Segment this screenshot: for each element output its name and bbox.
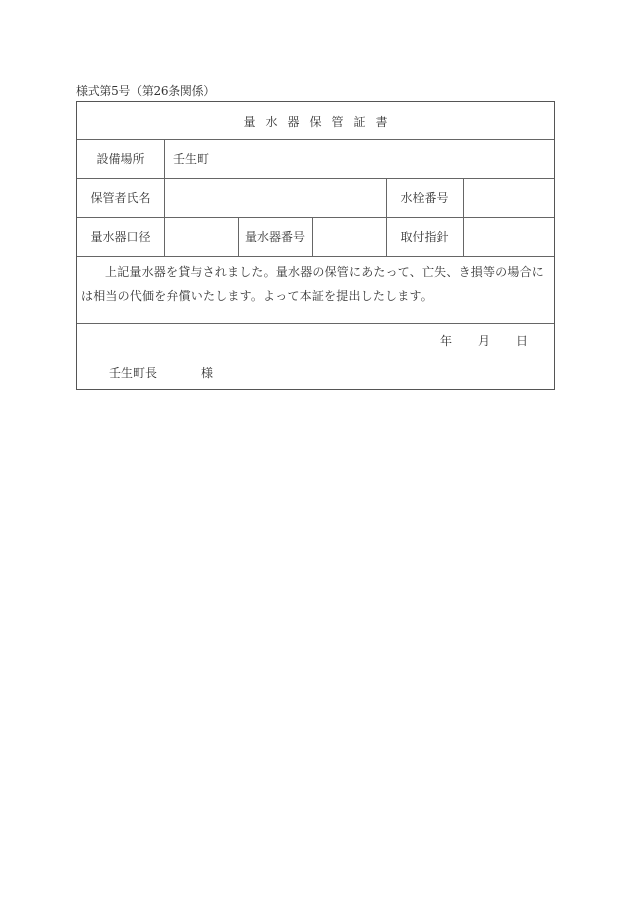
hydrant-number-label: 水栓番号 [400, 191, 449, 205]
meter-diameter-label: 量水器口径 [90, 230, 151, 244]
notice-line-2: は相当の代価を弁償いたします。よって本証を提出したします。 [81, 289, 433, 303]
meter-number-value[interactable] [313, 217, 386, 256]
notice-paragraph [81, 260, 553, 308]
certificate-table [76, 101, 555, 390]
initial-reading-label: 取付指針 [400, 230, 449, 244]
row-divider [77, 256, 554, 257]
custodian-name-label: 保管者氏名 [90, 191, 151, 205]
document-title: 量水器保管証書 [243, 114, 398, 129]
notice-line-1: 上記量水器を貸与されました。量水器の保管にあたって、亡失、き損等の場合に [105, 265, 544, 279]
custodian-name-value[interactable] [165, 178, 386, 217]
meter-number-label: 量水器番号 [244, 230, 305, 244]
form-number-label: 様式第5号（第26条関係） [76, 84, 216, 98]
year-label: 年 [439, 334, 452, 348]
installation-location-label: 設備場所 [96, 152, 145, 166]
hydrant-number-value[interactable] [464, 178, 554, 217]
date-field[interactable] [440, 332, 528, 349]
meter-diameter-value[interactable] [165, 217, 238, 256]
row-divider [77, 323, 554, 324]
addressee-name: 壬生町長 [109, 366, 158, 380]
initial-reading-value[interactable] [464, 217, 554, 256]
addressee-honorific: 様 [201, 366, 214, 380]
day-label: 日 [515, 334, 528, 348]
month-label: 月 [477, 334, 490, 348]
installation-location-value[interactable]: 壬生町 [173, 152, 210, 166]
